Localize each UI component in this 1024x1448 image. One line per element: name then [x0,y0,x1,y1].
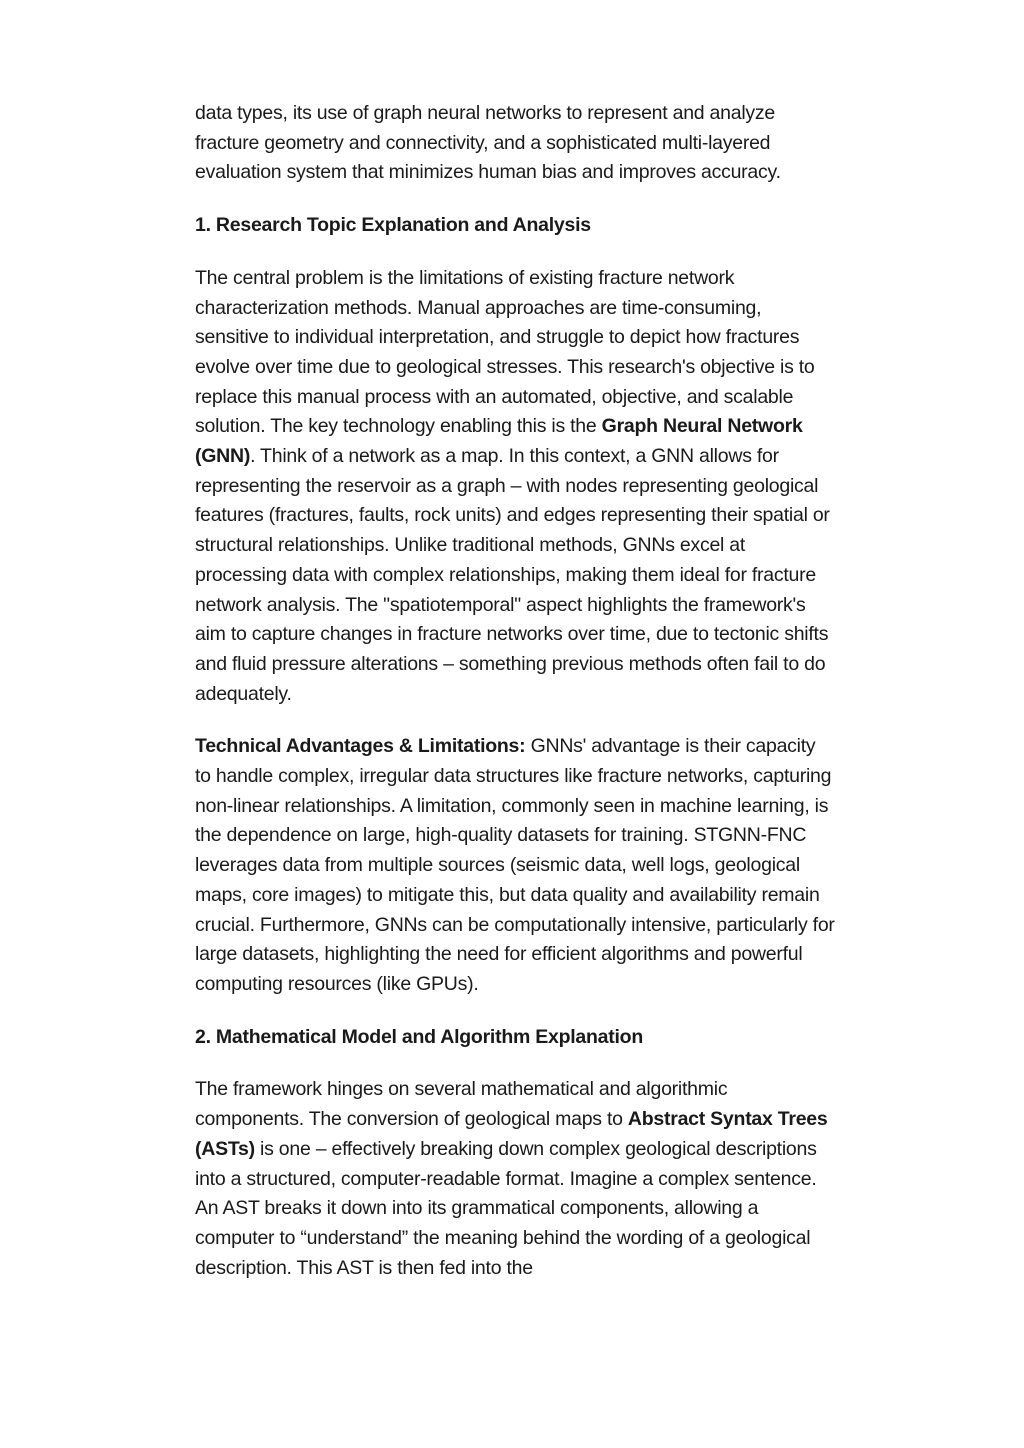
section-heading-research-topic: 1. Research Topic Explanation and Analysis [195,214,591,237]
advantages-limitations-paragraph: Technical Advantages & Limitations: GNNs' advantage is their capacity to handle complex, irregular data structures like fracture networks, capturing non-linear relationships. A limitation, commonly seen in machine learning, is the dependence on large, high-quality datasets for training. STGNN-FNC leverages data from multiple sources (seismic data, well logs, geological maps, core images) to mitigate this, but data quality and availability remain crucial. Furthermore, GNNs can be computationally intensive, particularly for large datasets, highlighting the need for efficient algorithms and powerful computing resources (like GPUs). [195,735,835,995]
intro-continuation-paragraph: data types, its use of graph neural networks to represent and analyze fracture geometry and connectivity, and a sophisticated multi-layered evaluation system that minimizes human bias and improves accuracy. [195,102,781,184]
research-topic-paragraph: The central problem is the limitations of existing fracture network characterization methods. Manual approaches are time-consuming, sensitive to individual interpretation, and struggle to depict how fractures evolve over time due to geological stresses. This research's objective is to replace this manual process with an automated, objective, and scalable solution. The key technology enabling this is the Graph Neural Network (GNN). Think of a network as a map. In this context, a GNN allows for representing the reservoir as a graph – with nodes representing geological features (fractures, faults, rock units) and edges representing their spatial or structural relationships. Unlike traditional methods, GNNs excel at processing data with complex relationships, making them ideal for fracture network analysis. The "spatiotemporal" aspect highlights the framework's aim to capture changes in fracture networks over time, due to tectonic shifts and fluid pressure alterations – something previous methods often fail to do adequately. [195,266,830,705]
document-content [195,99,835,1306]
mathematical-model-paragraph: The framework hinges on several mathematical and algorithmic components. The conversion of geological maps to Abstract Syntax Trees (ASTs) is one – effectively breaking down complex geological descriptions into a structured, computer-readable format. Imagine a complex sentence. An AST breaks it down into its grammatical components, allowing a computer to “understand” the meaning behind the wording of a geological description. This AST is then fed into the [195,1078,828,1279]
section-heading-mathematical-model: 2. Mathematical Model and Algorithm Explanation [195,1025,644,1048]
